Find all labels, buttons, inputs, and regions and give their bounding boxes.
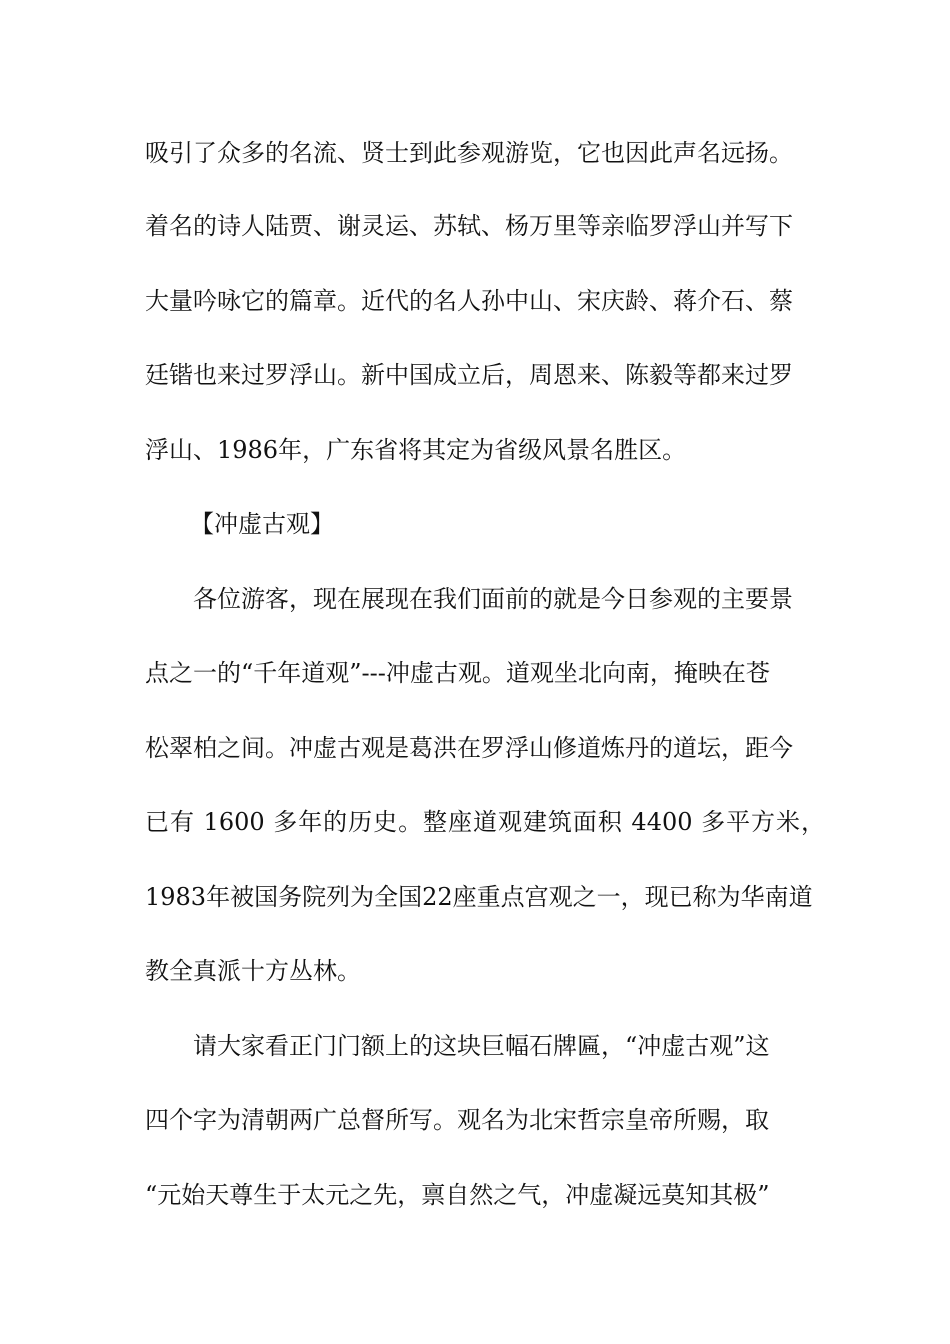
paragraph-line: 1983年被国务院列为全国22座重点宫观之一，现已称为华南道 bbox=[145, 883, 813, 911]
paragraph-line: 各位游客，现在展现在我们面前的就是今日参观的主要景 bbox=[193, 585, 793, 613]
paragraph-line: 廷锴也来过罗浮山。新中国成立后，周恩来、陈毅等都来过罗 bbox=[145, 361, 793, 389]
paragraph-line: 吸引了众多的名流、贤士到此参观游览，它也因此声名远扬。 bbox=[145, 139, 793, 167]
paragraph-line: 着名的诗人陆贾、谢灵运、苏轼、杨万里等亲临罗浮山并写下 bbox=[145, 212, 793, 240]
paragraph-line: 大量吟咏它的篇章。近代的名人孙中山、宋庆龄、蒋介石、蔡 bbox=[145, 287, 793, 315]
section-heading: 【冲虚古观】 bbox=[190, 510, 334, 538]
paragraph-line: 点之一的“千年道观”---冲虚古观。道观坐北向南，掩映在苍 bbox=[145, 659, 770, 687]
paragraph-line: 松翠柏之间。冲虚古观是葛洪在罗浮山修道炼丹的道坛，距今 bbox=[145, 734, 793, 762]
paragraph-line: 四个字为清朝两广总督所写。观名为北宋哲宗皇帝所赐，取 bbox=[145, 1106, 769, 1134]
paragraph-line: 教全真派十方丛林。 bbox=[145, 957, 361, 985]
paragraph-line: 已有 1600 多年的历史。整座道观建筑面积 4400 多平方米， bbox=[145, 808, 825, 836]
paragraph-line: “元始天尊生于太元之先，禀自然之气，冲虚凝远莫知其极” bbox=[145, 1181, 770, 1209]
paragraph-line: 请大家看正门门额上的这块巨幅石牌匾，“冲虚古观”这 bbox=[193, 1032, 770, 1060]
paragraph-line: 浮山、1986年，广东省将其定为省级风景名胜区。 bbox=[145, 436, 687, 464]
